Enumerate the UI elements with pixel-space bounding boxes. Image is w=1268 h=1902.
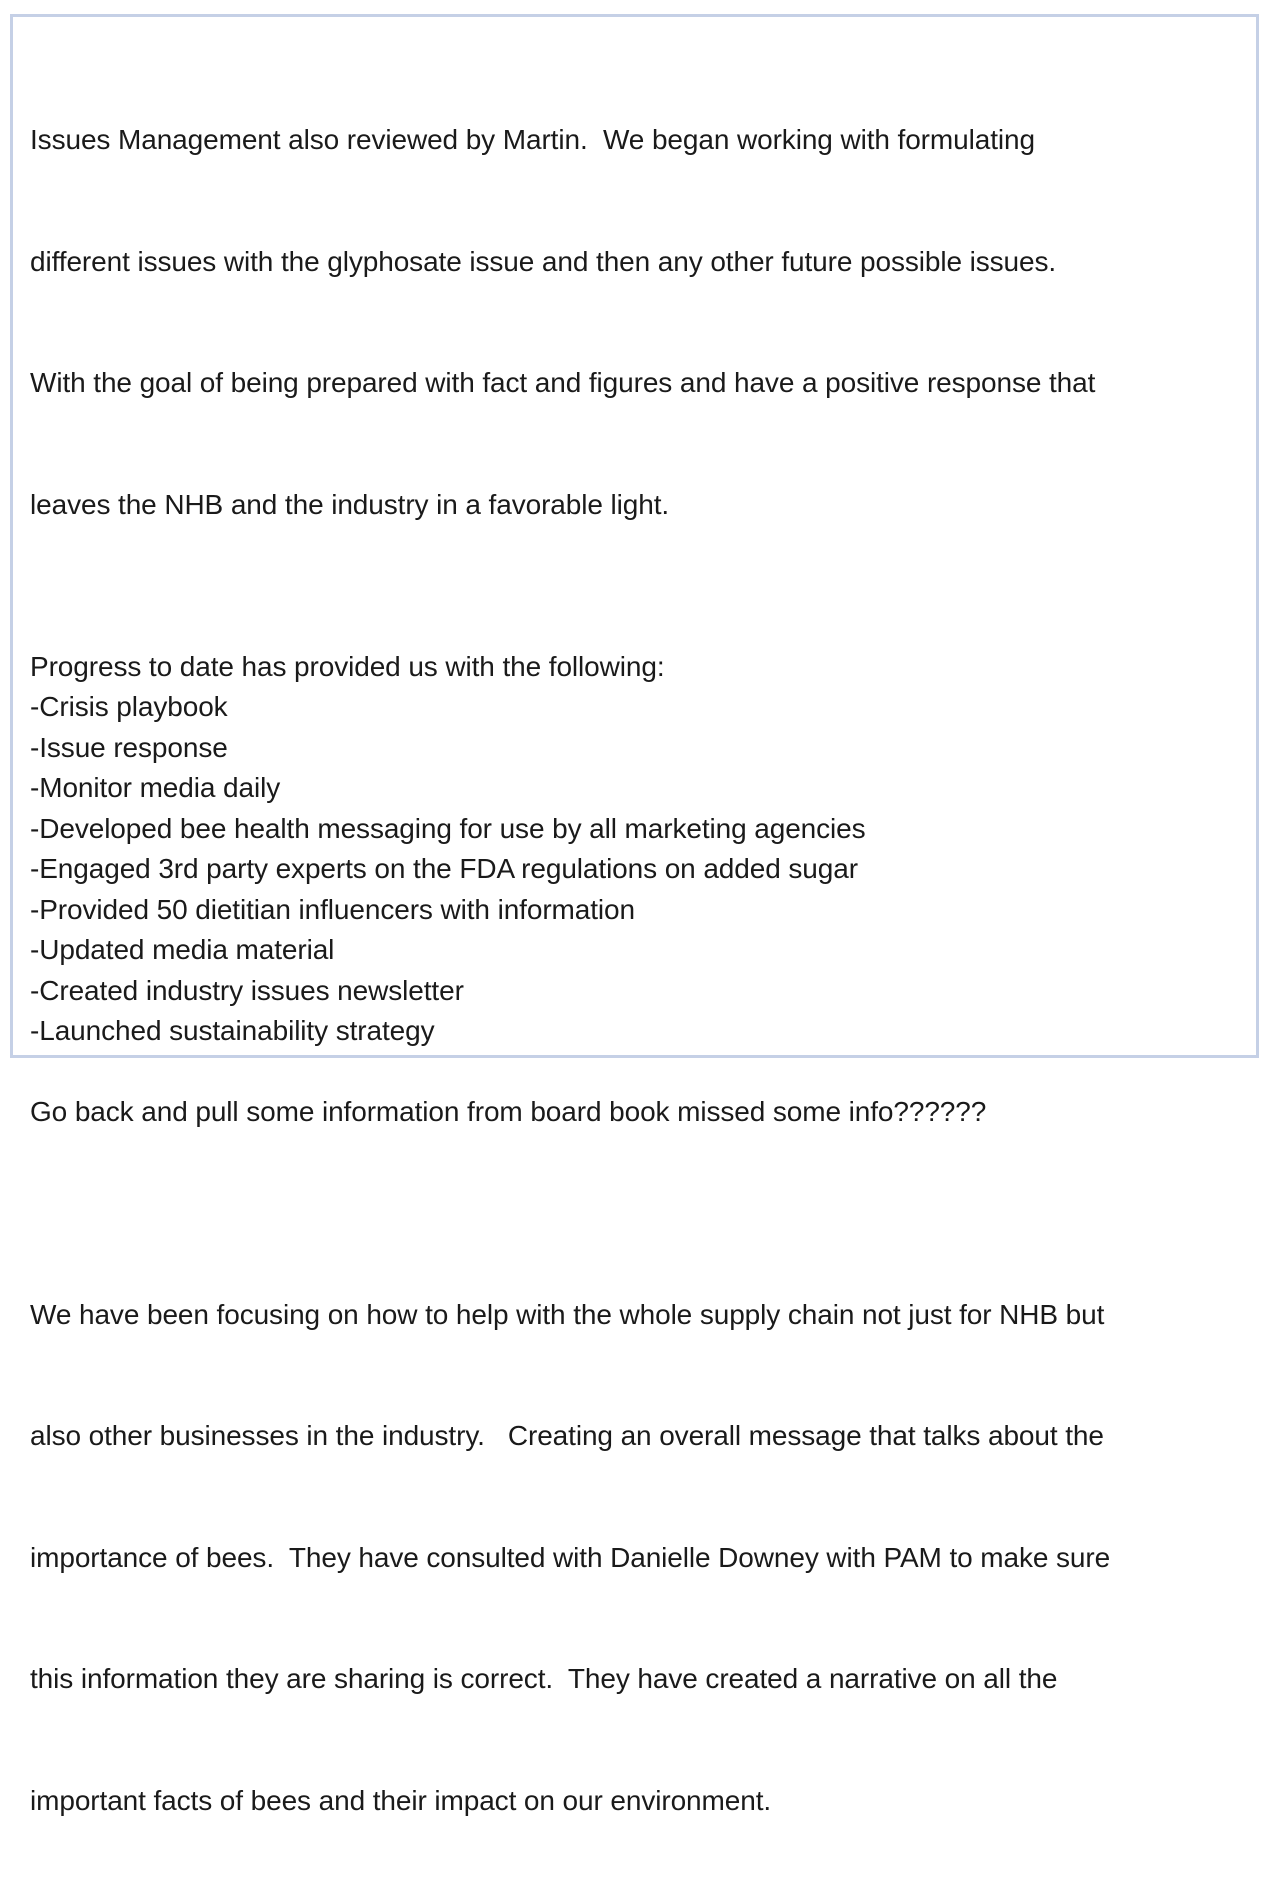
- text-line: importance of bees. They have consulted with Danielle Downey with PAM to make sure: [30, 1538, 1245, 1579]
- text-line: also other businesses in the industry. Creating an overall message that talks about the: [30, 1416, 1245, 1457]
- paragraph-supply-chain: [30, 1214, 1245, 1902]
- list-item: -Crisis playbook: [30, 687, 1245, 728]
- blank-line: [30, 606, 1245, 647]
- document-frame: [10, 14, 1259, 1058]
- progress-list: [30, 687, 1245, 1052]
- list-item: -Developed bee health messaging for use by all marketing agencies: [30, 809, 1245, 850]
- note-line: Go back and pull some information from board book missed some info??????: [30, 1092, 1245, 1133]
- text-line: With the goal of being prepared with fact and figures and have a positive response that: [30, 363, 1245, 404]
- paragraph-issues-management: [30, 39, 1245, 606]
- progress-intro: Progress to date has provided us with the following:: [30, 647, 1245, 688]
- text-line: important facts of bees and their impact on our environment.: [30, 1781, 1245, 1822]
- text-line: this information they are sharing is correct. They have created a narrative on all the: [30, 1659, 1245, 1700]
- list-item: -Created industry issues newsletter: [30, 971, 1245, 1012]
- text-line: different issues with the glyphosate issue and then any other future possible issues.: [30, 242, 1245, 283]
- blank-line: [30, 1133, 1245, 1174]
- text-line: We have been focusing on how to help with the whole supply chain not just for NHB but: [30, 1295, 1245, 1336]
- text-line: leaves the NHB and the industry in a favorable light.: [30, 485, 1245, 526]
- list-item: -Provided 50 dietitian influencers with information: [30, 890, 1245, 931]
- text-line: Issues Management also reviewed by Martin. We began working with formulating: [30, 120, 1245, 161]
- list-item: -Engaged 3rd party experts on the FDA regulations on added sugar: [30, 849, 1245, 890]
- blank-line: [30, 1173, 1245, 1214]
- list-item: -Issue response: [30, 728, 1245, 769]
- list-item: -Monitor media daily: [30, 768, 1245, 809]
- list-item: -Launched sustainability strategy: [30, 1011, 1245, 1052]
- list-item: -Updated media material: [30, 930, 1245, 971]
- blank-line: [30, 1052, 1245, 1093]
- document-body: [30, 39, 1245, 1902]
